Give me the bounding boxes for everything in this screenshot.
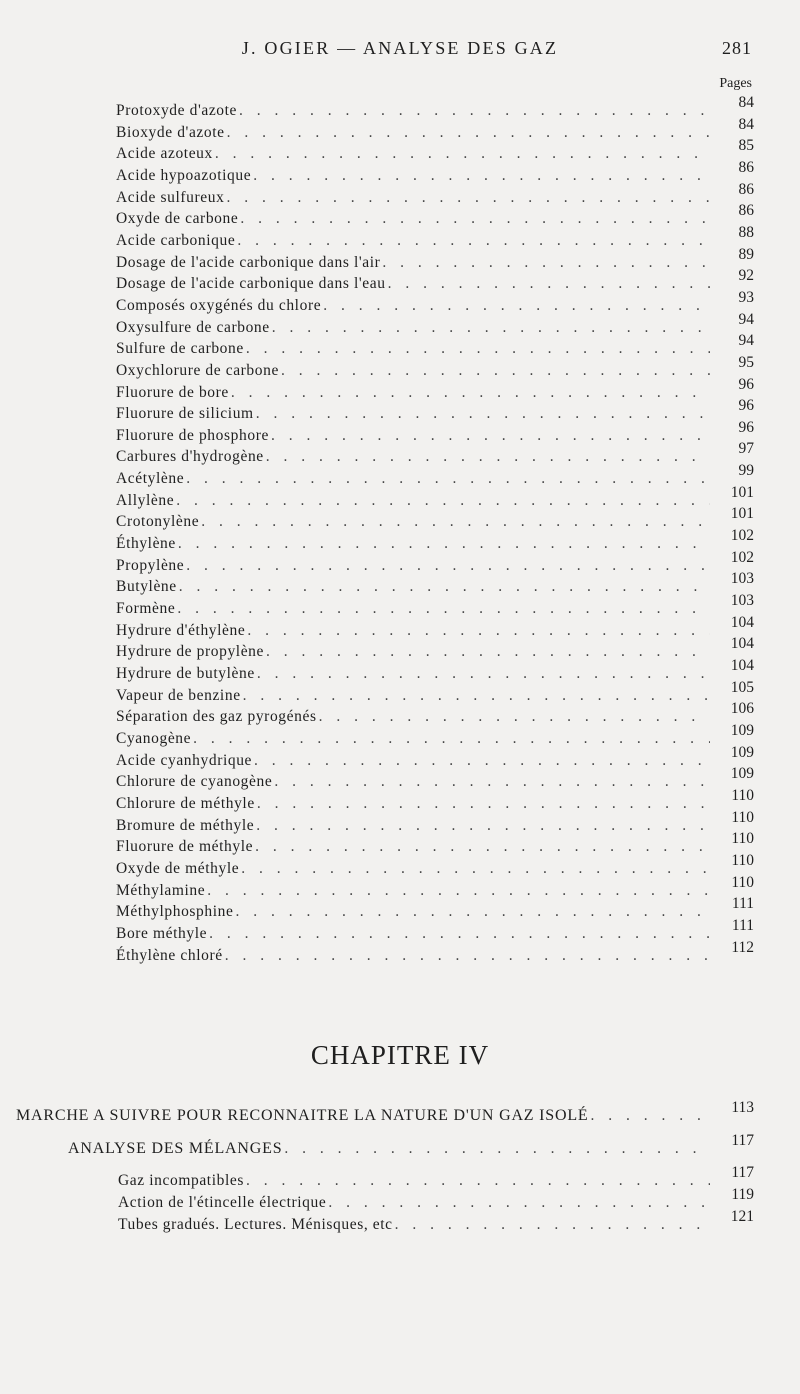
dot-leader xyxy=(328,1192,710,1214)
toc-entry-page: 94 xyxy=(738,332,754,350)
toc-entry-title: Chlorure de cyanogène xyxy=(116,773,273,791)
toc-entry xyxy=(116,722,754,750)
toc-entry-title: Oxysulfure de carbone xyxy=(116,318,270,336)
dot-leader xyxy=(281,360,710,382)
toc-entry xyxy=(116,288,754,317)
toc-entry xyxy=(116,851,754,880)
dot-leader xyxy=(395,1214,710,1236)
running-title: J. OGIER — ANALYSE DES GAZ xyxy=(241,38,559,58)
toc-entry-title: Acide sulfureux xyxy=(116,188,225,206)
toc-entry xyxy=(116,245,754,274)
toc-entry-title: Acide azoteux xyxy=(116,145,213,163)
chapter-contents xyxy=(0,1099,800,1236)
toc-entry xyxy=(116,938,754,967)
toc-entry-title: Acide cyanhydrique xyxy=(116,751,253,769)
toc-entry-title: Formène xyxy=(116,600,176,618)
toc-entry-page: 117 xyxy=(731,1164,754,1181)
dot-leader xyxy=(319,706,710,728)
dot-leader xyxy=(323,295,710,317)
toc-entry-title: Protoxyde d'azote xyxy=(116,101,238,119)
toc-entry-title: Bromure de méthyle xyxy=(116,816,255,834)
toc-entry-title: Éthylène xyxy=(116,535,176,553)
toc-entry xyxy=(116,613,754,642)
dot-leader xyxy=(176,490,710,512)
toc-entry xyxy=(116,765,754,793)
dot-leader xyxy=(227,122,710,144)
toc-entry-title: Fluorure de phosphore xyxy=(116,426,269,444)
dot-leader xyxy=(209,923,710,945)
toc-entry-title: Dosage de l'acide carbonique dans l'air xyxy=(116,253,381,271)
toc-entry xyxy=(116,570,754,598)
toc-entry-title: MARCHE A SUIVRE POUR RECONNAITRE LA NATURE D'UN GAZ ISOLÉ xyxy=(16,1107,589,1124)
toc-entry xyxy=(116,267,754,295)
toc-entry-page: 93 xyxy=(738,288,754,306)
toc-entry-page: 104 xyxy=(730,613,754,631)
dot-leader xyxy=(256,403,710,425)
toc-entry-title: Bioxyde d'azote xyxy=(116,123,225,141)
dot-leader xyxy=(266,641,710,663)
toc-entry xyxy=(116,830,754,858)
toc-entry-page: 111 xyxy=(731,895,754,913)
toc-entry-title: Fluorure de méthyle xyxy=(116,838,254,856)
toc-entry-title: Bore méthyle xyxy=(116,924,208,942)
toc-entry-title: Chlorure de méthyle xyxy=(116,794,255,812)
toc-entry-title: Séparation des gaz pyrogénés xyxy=(116,708,317,726)
dot-leader xyxy=(186,555,710,577)
toc-entry-title: Méthylphosphine xyxy=(116,903,234,921)
toc-entry xyxy=(116,916,754,945)
toc-entry xyxy=(116,397,754,425)
dot-leader xyxy=(247,620,710,642)
toc-entry-page: 113 xyxy=(731,1099,754,1116)
toc-entry-page: 104 xyxy=(730,635,754,653)
toc-entry xyxy=(116,137,754,165)
toc-entry-title: Vapeur de benzine xyxy=(116,686,241,704)
toc-entry xyxy=(116,375,754,404)
toc-entry xyxy=(118,1186,754,1214)
toc-entry-title: Éthylène chloré xyxy=(116,946,223,964)
dot-leader xyxy=(178,533,710,555)
dot-leader xyxy=(255,836,710,858)
toc-entry xyxy=(116,700,754,728)
dot-leader xyxy=(237,230,710,252)
toc-entry xyxy=(116,418,754,447)
toc-entry xyxy=(116,180,754,209)
toc-entry xyxy=(116,635,754,663)
table-of-contents xyxy=(0,93,800,966)
toc-entry-title: Action de l'étincelle électrique xyxy=(118,1194,327,1211)
toc-entry-page: 109 xyxy=(730,765,754,783)
toc-entry-page: 85 xyxy=(738,137,754,155)
dot-leader xyxy=(243,685,710,707)
toc-entry-page: 103 xyxy=(730,570,754,588)
toc-entry xyxy=(116,462,754,490)
toc-entry-page: 104 xyxy=(730,657,754,675)
dot-leader xyxy=(239,100,710,122)
dot-leader xyxy=(225,945,710,967)
toc-entry xyxy=(118,1208,754,1236)
toc-entry-page: 101 xyxy=(730,505,754,523)
toc-entry xyxy=(116,873,754,902)
toc-entry xyxy=(116,808,754,837)
dot-leader xyxy=(236,901,711,923)
toc-entry-page: 96 xyxy=(738,375,754,393)
toc-entry-page: 111 xyxy=(731,916,754,934)
dot-leader xyxy=(254,750,710,772)
toc-entry-page: 86 xyxy=(738,158,754,176)
dot-leader xyxy=(215,143,710,165)
toc-entry-page: 110 xyxy=(731,786,754,804)
toc-entry-title: ANALYSE DES MÉLANGES xyxy=(68,1140,283,1157)
toc-entry xyxy=(116,332,754,360)
toc-entry-page: 96 xyxy=(738,397,754,415)
chapter-title: CHAPITRE IV xyxy=(310,1040,490,1070)
toc-entry-page: 86 xyxy=(738,180,754,198)
toc-entry xyxy=(116,158,754,187)
toc-entry-title: Acétylène xyxy=(116,470,185,488)
toc-entry-page: 95 xyxy=(738,353,754,371)
toc-entry-title: Acide hypoazotique xyxy=(116,166,252,184)
toc-entry-page: 102 xyxy=(730,527,754,545)
dot-leader xyxy=(274,771,710,793)
toc-entry-title: Hydrure de propylène xyxy=(116,643,265,661)
toc-entry-page: 106 xyxy=(730,700,754,718)
toc-entry-title: Composés oxygénés du chlore xyxy=(116,296,322,314)
toc-entry-page: 119 xyxy=(731,1186,754,1203)
dot-leader xyxy=(272,317,710,339)
toc-entry xyxy=(116,527,754,555)
dot-leader xyxy=(284,1128,710,1170)
toc-entry-title: Butylène xyxy=(116,578,177,596)
toc-entry-page: 110 xyxy=(731,830,754,848)
toc-entry xyxy=(116,657,754,685)
dot-leader xyxy=(253,165,710,187)
dot-leader xyxy=(201,511,710,533)
toc-entry xyxy=(116,678,754,707)
dot-leader xyxy=(207,880,710,902)
dot-leader xyxy=(226,187,710,209)
toc-entry-page: 110 xyxy=(731,808,754,826)
toc-entry-page: 92 xyxy=(738,267,754,285)
toc-entry-title: Allylène xyxy=(116,491,175,509)
toc-entry-title: Fluorure de bore xyxy=(116,383,229,401)
toc-entry-title: Dosage de l'acide carbonique dans l'eau xyxy=(116,275,386,293)
toc-entry-page: 96 xyxy=(738,418,754,436)
toc-entry xyxy=(116,223,754,252)
toc-entry-page: 121 xyxy=(730,1208,754,1225)
page-number: 281 xyxy=(722,38,752,58)
dot-leader xyxy=(271,425,710,447)
toc-entry xyxy=(116,592,754,620)
toc-entry-title: Crotonylène xyxy=(116,513,200,531)
dot-leader xyxy=(186,468,710,490)
toc-entry-title: Tubes gradués. Lectures. Ménisques, etc xyxy=(118,1216,393,1233)
toc-entry xyxy=(118,1164,754,1192)
toc-entry-title: Propylène xyxy=(116,556,185,574)
toc-entry-page: 89 xyxy=(738,245,754,263)
toc-entry-page: 84 xyxy=(738,93,754,111)
toc-entry xyxy=(116,895,754,923)
pages-column-label: Pages xyxy=(719,76,752,91)
toc-entry-page: 110 xyxy=(731,851,754,869)
toc-entry-page: 105 xyxy=(730,678,754,696)
toc-entry-title: Sulfure de carbone xyxy=(116,340,244,358)
toc-entry-title: Acide carbonique xyxy=(116,231,236,249)
toc-entry-page: 102 xyxy=(730,548,754,566)
dot-leader xyxy=(266,446,710,468)
toc-entry xyxy=(116,483,754,512)
dot-leader xyxy=(257,793,710,815)
toc-entry xyxy=(116,202,754,230)
dot-leader xyxy=(231,382,710,404)
dot-leader xyxy=(240,208,710,230)
toc-entry xyxy=(116,93,754,122)
toc-entry xyxy=(116,353,754,382)
toc-entry-title: Oxyde de méthyle xyxy=(116,859,240,877)
toc-entry xyxy=(68,1128,754,1170)
toc-entry-title: Carbures d'hydrogène xyxy=(116,448,264,466)
toc-entry xyxy=(116,743,754,772)
toc-entry-page: 88 xyxy=(738,223,754,241)
toc-entry xyxy=(116,548,754,577)
toc-entry-title: Cyanogène xyxy=(116,730,192,748)
toc-entry-page: 110 xyxy=(731,873,754,891)
toc-entry-title: Oxychlorure de carbone xyxy=(116,361,279,379)
toc-entry-title: Fluorure de silicium xyxy=(116,405,254,423)
dot-leader xyxy=(179,576,710,598)
toc-entry-page: 99 xyxy=(738,462,754,480)
toc-entry xyxy=(116,310,754,339)
toc-entry-page: 117 xyxy=(731,1132,754,1149)
dot-leader xyxy=(246,1170,710,1192)
dot-leader xyxy=(193,728,710,750)
toc-entry xyxy=(116,440,754,469)
toc-entry xyxy=(116,505,754,533)
dot-leader xyxy=(591,1104,711,1128)
toc-entry-title: Hydrure de butylène xyxy=(116,665,255,683)
toc-entry-page: 86 xyxy=(738,202,754,220)
dot-leader xyxy=(177,598,710,620)
dot-leader xyxy=(256,815,710,837)
toc-entry-page: 101 xyxy=(730,483,754,501)
toc-entry-title: Hydrure d'éthylène xyxy=(116,621,246,639)
toc-entry-page: 84 xyxy=(738,115,754,133)
toc-entry-title: Gaz incompatibles xyxy=(118,1172,244,1189)
toc-entry xyxy=(116,115,754,144)
toc-entry-title: Oxyde de carbone xyxy=(116,210,239,228)
dot-leader xyxy=(241,858,710,880)
toc-entry-page: 103 xyxy=(730,592,754,610)
dot-leader xyxy=(246,338,710,360)
dot-leader xyxy=(382,252,710,274)
toc-entry-page: 97 xyxy=(738,440,754,458)
toc-entry-page: 94 xyxy=(738,310,754,328)
toc-entry-page: 109 xyxy=(730,743,754,761)
dot-leader xyxy=(388,273,710,295)
toc-entry xyxy=(116,786,754,815)
toc-entry xyxy=(16,1099,754,1128)
page-header xyxy=(0,38,800,62)
dot-leader xyxy=(257,663,710,685)
toc-entry-page: 112 xyxy=(731,938,754,956)
toc-entry-page: 109 xyxy=(730,722,754,740)
toc-entry-title: Méthylamine xyxy=(116,881,206,899)
